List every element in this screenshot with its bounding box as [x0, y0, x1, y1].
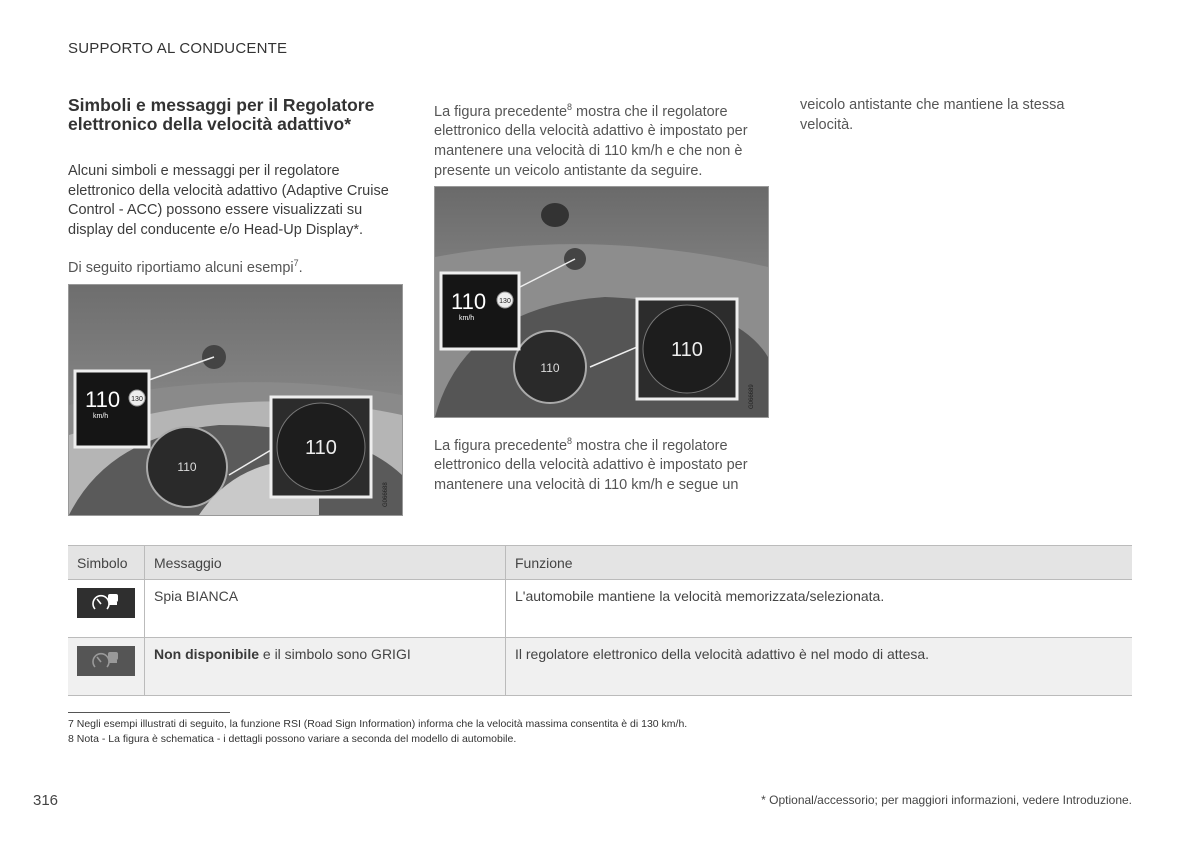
hud-unit: km/h	[93, 413, 109, 420]
cluster-speed: 110	[671, 339, 703, 361]
table-row	[68, 638, 1132, 696]
col-header-function: Funzione	[506, 546, 1133, 580]
hud-unit: km/h	[459, 315, 475, 322]
footnote-7: 7 Negli esempi illustrati di seguito, la funzione RSI (Road Sign Information) informa che la velocità massima consentita è di 130 km/h.	[68, 718, 688, 730]
figure-caption-2: La figura precedente$^8$ mostra che il regolatore elettronico della velocità adattivo è impostato per mantenere una velocità di 110 km/h e segue un	[434, 436, 748, 494]
figure-caption-1: La figura precedente$^8$ mostra che il regolatore elettronico della velocità adattivo è impostato per mantenere una velocità di 110 km/h e che non è presente un veicolo antistante da seguire.	[434, 102, 748, 179]
figure-code: G066688	[383, 482, 389, 507]
section-title: Simboli e messaggi per il Regolatore elettronico della velocità adattivo*	[68, 95, 375, 134]
acc-grey-icon	[77, 646, 135, 676]
figure-code: G066689	[749, 384, 755, 409]
hud-limit: 130	[131, 396, 143, 403]
intro-paragraph: Alcuni simboli e messaggi per il regolatore elettronico della velocità adattivo (Adaptive Cruise Control - ACC) possono essere visualizzati su display del conducente e/o Head-Up Display*.	[68, 163, 389, 238]
examples-paragraph: Di seguito riportiamo alcuni esempi$^7$.	[68, 258, 303, 276]
symbols-table	[68, 545, 1132, 696]
cluster-speed: 110	[305, 437, 337, 459]
gauge-speed-small: 110	[177, 460, 197, 474]
hud-speed: 110	[85, 387, 121, 412]
hud-limit: 130	[499, 298, 511, 305]
message-cell: Non disponibile e il simbolo sono GRIGI	[145, 638, 506, 696]
continued-paragraph: veicolo antistante che mantiene la stessa velocità.	[800, 97, 1065, 133]
hud-speed: 110	[451, 289, 487, 314]
table-row	[68, 580, 1132, 638]
col-header-symbol: Simbolo	[68, 546, 145, 580]
figure-acc-following-vehicle	[434, 186, 769, 418]
function-cell: L'automobile mantiene la velocità memorizzata/selezionata.	[506, 580, 1133, 638]
message-cell: Spia BIANCA	[145, 580, 506, 638]
symbol-cell	[68, 580, 145, 638]
running-header: SUPPORTO AL CONDUCENTE	[68, 40, 288, 57]
col-header-message: Messaggio	[145, 546, 506, 580]
figure-acc-no-vehicle	[68, 284, 403, 516]
symbol-cell	[68, 638, 145, 696]
footer-note: * Optional/accessorio; per maggiori informazioni, vedere Introduzione.	[761, 793, 1132, 807]
gauge-speed-small: 110	[540, 361, 560, 375]
function-cell: Il regolatore elettronico della velocità adattivo è nel modo di attesa.	[506, 638, 1133, 696]
footnote-8: 8 Nota - La figura è schematica - i dettagli possono variare a seconda del modello di automobile.	[68, 733, 517, 745]
footnote-divider	[68, 712, 230, 713]
table-header-row	[68, 546, 1132, 580]
page-number: 316	[33, 792, 59, 809]
acc-white-icon	[77, 588, 135, 618]
